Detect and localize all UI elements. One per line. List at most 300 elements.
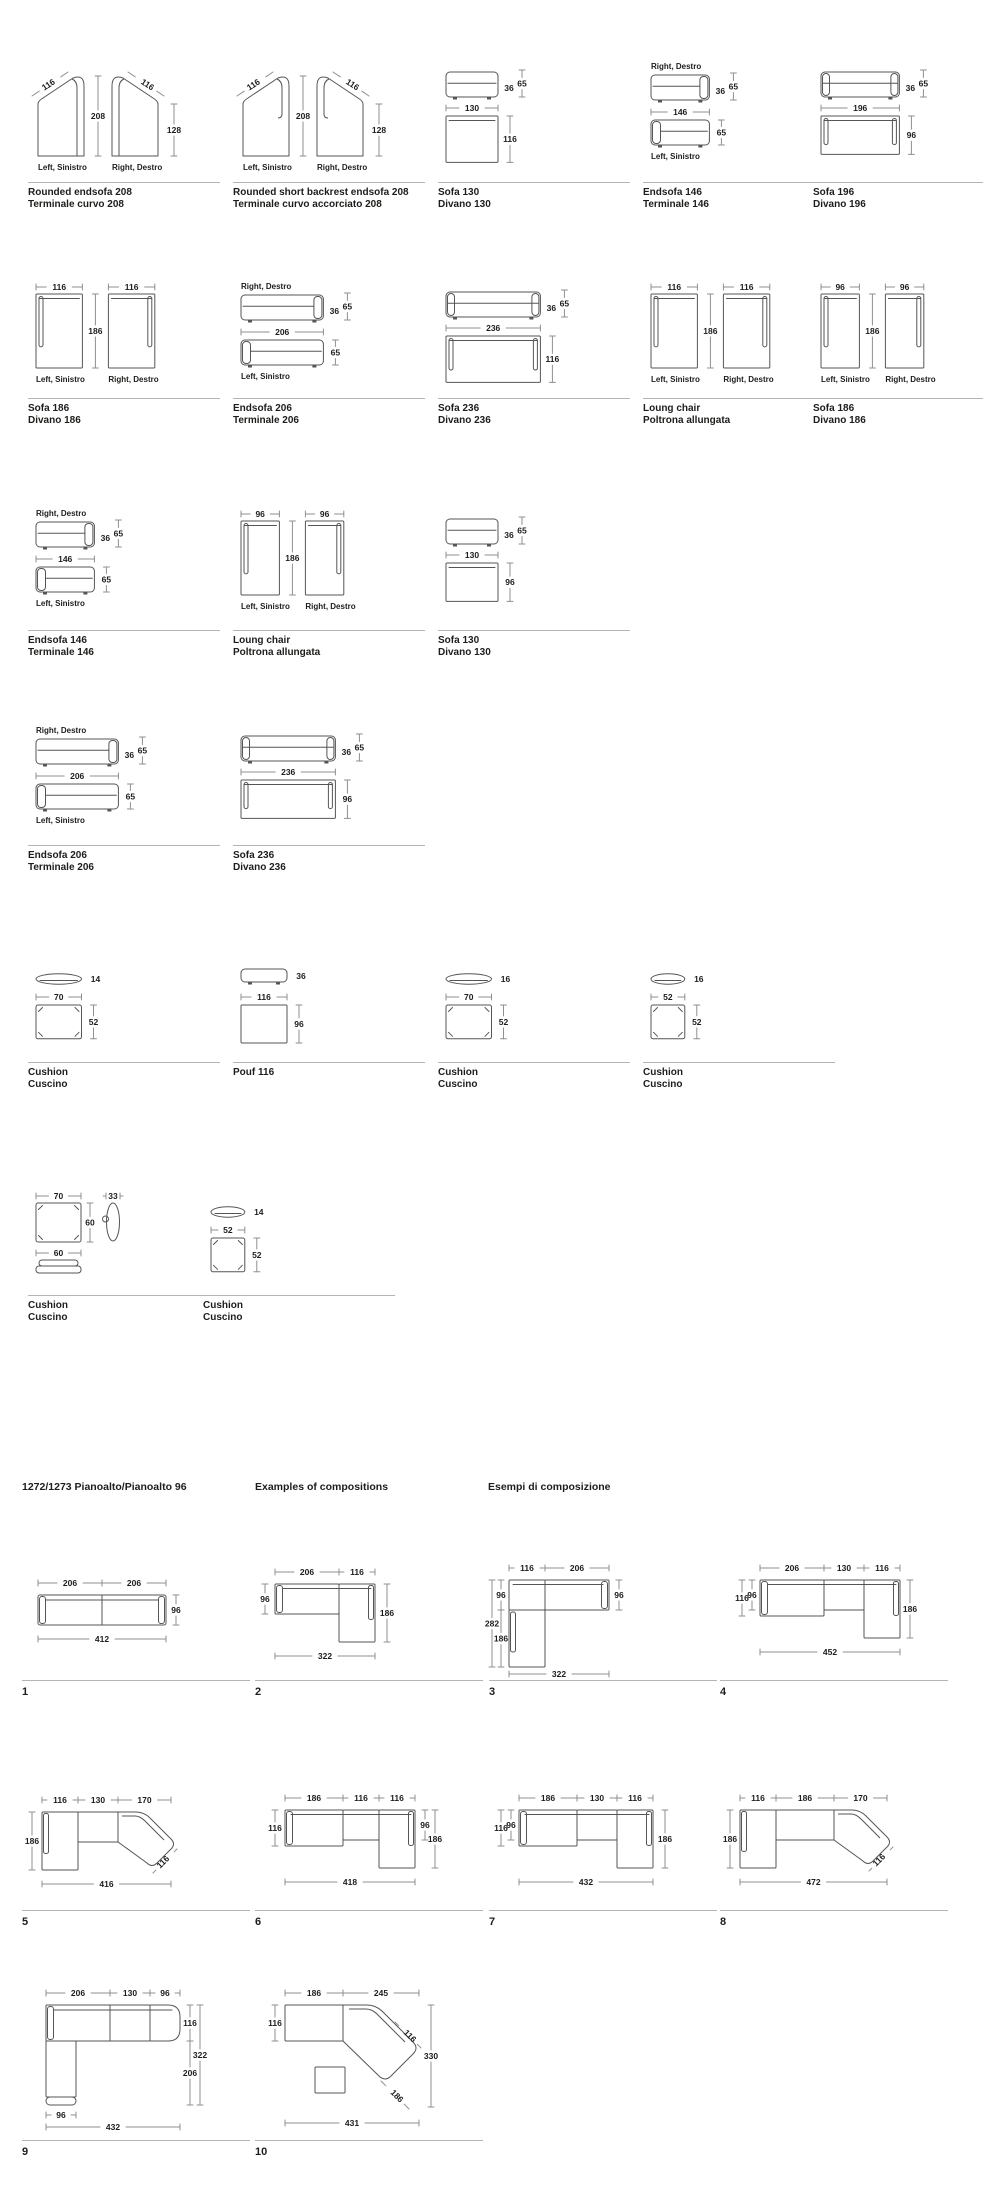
item-separator <box>233 1062 425 1063</box>
view-side-label: Left, Sinistro <box>36 375 85 384</box>
module-name <box>28 635 94 658</box>
module-name-en: Sofa 186 <box>28 403 70 414</box>
module-item <box>233 955 425 1100</box>
dimension-label: 116 <box>244 76 262 93</box>
module-name-it: Poltrona allungata <box>233 646 321 658</box>
dimension-label: 116 <box>354 1793 368 1803</box>
dimension-label: 65 <box>113 528 124 539</box>
module-item <box>438 505 630 668</box>
diagram-endsofa <box>233 278 425 398</box>
module-name-en: Endsofa 206 <box>233 403 292 414</box>
dimension-label: 36 <box>905 83 916 93</box>
dimension-label: 116 <box>503 134 517 145</box>
module-name-en: Cushion <box>28 1300 68 1311</box>
dimension-label: 206 <box>784 1563 800 1573</box>
module-name <box>233 187 409 210</box>
view-side-label: Left, Sinistro <box>36 816 85 825</box>
view-side-label: Left, Sinistro <box>243 163 292 172</box>
module-item <box>813 58 983 220</box>
module-name-en: Sofa 196 <box>813 187 855 198</box>
module-name-it: Cuscino <box>28 1078 68 1090</box>
module-name-it: Terminale 206 <box>28 861 94 873</box>
dimension-label: 186 <box>865 326 880 336</box>
diagram-pouf <box>233 955 425 1062</box>
view-side-label: Right, Destro <box>36 726 87 735</box>
dimension-label: 96 <box>747 1590 757 1600</box>
dimension-label: 208 <box>90 111 106 121</box>
module-name <box>203 1300 243 1323</box>
dimension-label: 186 <box>427 1834 443 1844</box>
dimension-label: 116 <box>183 2018 197 2028</box>
view-side-label: Right, Destro <box>317 163 368 172</box>
module-name <box>813 187 866 210</box>
diagram-sofa_elev_plan <box>233 722 425 845</box>
module-name <box>813 403 866 426</box>
module-item <box>28 58 220 220</box>
dimension-label: 170 <box>853 1793 868 1803</box>
module-name <box>28 403 81 426</box>
dimension-label: 65 <box>716 127 727 138</box>
module-name-it: Divano 236 <box>438 414 491 426</box>
module-item <box>233 722 425 883</box>
composition-item <box>720 1778 950 1936</box>
module-name-en: Loung chair <box>233 635 291 646</box>
module-item <box>28 1188 220 1333</box>
composition-item <box>489 1778 719 1936</box>
dimension-label: 128 <box>166 125 182 135</box>
dimension-label: 186 <box>306 1988 322 1998</box>
dimension-label: 186 <box>722 1834 738 1844</box>
dimension-label: 186 <box>902 1604 918 1614</box>
dimension-label: 116 <box>257 992 271 1002</box>
item-separator <box>28 1295 220 1296</box>
module-item <box>643 955 835 1100</box>
dimension-label: 206 <box>70 1988 86 1998</box>
dimension-label: 116 <box>139 76 157 93</box>
dimension-label: 70 <box>464 992 474 1002</box>
dimension-label: 52 <box>88 1016 99 1027</box>
dimension-label: 116 <box>870 1851 888 1869</box>
item-separator <box>203 1295 395 1296</box>
section-subtitle-en: Examples of compositions <box>255 1481 389 1493</box>
module-item <box>233 505 425 668</box>
dimension-label: 128 <box>371 125 387 135</box>
module-item <box>28 505 220 668</box>
dimension-label: 14 <box>254 1207 264 1217</box>
composition-diagram <box>255 1778 485 1910</box>
module-name-it: Terminale 146 <box>28 646 94 658</box>
dimension-label: 206 <box>569 1563 585 1573</box>
dimension-label: 186 <box>540 1793 556 1803</box>
item-separator <box>720 1680 948 1681</box>
module-name-it: Terminale 206 <box>233 414 299 426</box>
module-name-it: Cuscino <box>203 1311 243 1323</box>
dimension-label: 96 <box>496 1590 506 1600</box>
diagram-cushion <box>643 955 835 1062</box>
dimension-label: 206 <box>70 771 85 781</box>
dimension-label: 36 <box>341 747 352 757</box>
diagram-cushion <box>438 955 630 1062</box>
module-name <box>28 1067 68 1090</box>
module-name <box>28 1300 68 1323</box>
composition-item <box>255 1778 485 1936</box>
module-name-it: Poltrona allungata <box>643 414 731 426</box>
dimension-label: 116 <box>390 1793 404 1803</box>
item-separator <box>28 630 220 631</box>
dimension-label: 36 <box>504 530 514 540</box>
dimension-label: 70 <box>53 1191 64 1201</box>
module-name-it: Terminale 146 <box>643 198 709 210</box>
module-item <box>203 1188 395 1333</box>
view-side-label: Right, Destro <box>108 375 159 384</box>
item-separator <box>255 1910 483 1911</box>
dimension-label: 186 <box>306 1793 322 1803</box>
dimension-label: 36 <box>296 971 306 981</box>
dimension-label: 65 <box>517 525 527 536</box>
dimension-label: 65 <box>101 574 112 585</box>
dimension-label: 322 <box>317 1651 333 1661</box>
composition-diagram <box>255 1540 485 1680</box>
dimension-label: 130 <box>836 1563 852 1573</box>
item-separator <box>28 182 220 183</box>
module-item <box>438 58 630 220</box>
dimension-label: 116 <box>268 2018 282 2028</box>
item-separator <box>643 398 835 399</box>
item-separator <box>255 2140 483 2141</box>
item-separator <box>22 1910 250 1911</box>
dimension-label: 418 <box>342 1877 358 1887</box>
item-separator <box>233 398 425 399</box>
dimension-label: 96 <box>342 794 353 805</box>
dimension-label: 472 <box>806 1877 821 1887</box>
dimension-label: 116 <box>53 1795 67 1805</box>
module-item <box>643 278 835 436</box>
composition-item <box>484 1540 719 1706</box>
dimension-label: 416 <box>99 1879 114 1889</box>
module-name <box>233 403 299 426</box>
dimension-label: 236 <box>281 767 296 777</box>
module-name-en: Cushion <box>28 1067 68 1078</box>
dimension-label: 116 <box>154 1853 172 1871</box>
dimension-label: 116 <box>628 1793 642 1803</box>
dimension-label: 186 <box>703 326 718 336</box>
diagram-sofa_elev_plan <box>438 278 630 398</box>
module-name <box>233 635 320 658</box>
module-name <box>438 1067 478 1090</box>
diagram-plan_pair <box>643 278 835 398</box>
module-item <box>813 278 983 436</box>
diagram-rounded_pair <box>233 58 425 182</box>
dimension-label: 116 <box>344 76 362 93</box>
dimension-label: 186 <box>388 2087 406 2105</box>
dimension-label: 65 <box>728 81 739 92</box>
dimension-label: 36 <box>504 83 514 93</box>
module-item <box>28 278 220 436</box>
view-side-label: Right, Destro <box>723 375 774 384</box>
dimension-label: 96 <box>56 2110 66 2120</box>
composition-number: 8 <box>720 1916 727 1928</box>
dimension-label: 116 <box>268 1823 282 1833</box>
dimension-label: 16 <box>694 974 704 984</box>
dimension-label: 52 <box>498 1016 509 1027</box>
composition-item <box>22 1975 252 2166</box>
module-name-it: Divano 130 <box>438 646 491 658</box>
module-name <box>233 1067 274 1079</box>
module-name-en: Cushion <box>643 1067 683 1078</box>
dimension-label: 431 <box>344 2118 360 2128</box>
dimension-label: 116 <box>494 1823 508 1833</box>
dimension-label: 206 <box>275 327 290 337</box>
module-name <box>438 187 491 210</box>
diagram-rounded_pair <box>28 58 220 182</box>
dimension-label: 452 <box>822 1647 838 1657</box>
dimension-label: 36 <box>100 533 111 543</box>
composition-number: 1 <box>22 1686 29 1698</box>
composition-item <box>22 1540 252 1706</box>
view-side-label: Left, Sinistro <box>38 163 87 172</box>
dimension-label: 60 <box>85 1217 95 1228</box>
view-side-label: Left, Sinistro <box>821 375 870 384</box>
module-item <box>643 58 835 220</box>
dimension-label: 116 <box>39 76 57 93</box>
item-separator <box>438 1062 630 1063</box>
dimension-label: 96 <box>505 577 515 588</box>
composition-item <box>22 1778 252 1936</box>
item-separator <box>22 1680 250 1681</box>
module-name-en: Endsofa 146 <box>643 187 702 198</box>
composition-diagram <box>720 1778 950 1910</box>
dimension-label: 52 <box>223 1225 233 1235</box>
dimension-label: 206 <box>62 1578 78 1588</box>
item-separator <box>813 398 983 399</box>
module-name-en: Rounded short backrest endsofa 208 <box>233 187 409 198</box>
dimension-label: 70 <box>54 992 64 1002</box>
dimension-label: 206 <box>182 2068 198 2078</box>
module-item <box>233 278 425 436</box>
dimension-label: 186 <box>657 1834 673 1844</box>
dimension-label: 96 <box>171 1605 181 1615</box>
composition-number: 3 <box>489 1686 496 1698</box>
dimension-label: 96 <box>255 509 265 519</box>
dimension-label: 116 <box>124 282 139 292</box>
module-name-en: Rounded endsofa 208 <box>28 187 132 198</box>
dimension-label: 16 <box>500 974 511 984</box>
item-separator <box>233 630 425 631</box>
dimension-label: 65 <box>137 745 148 756</box>
module-name-it: Divano 186 <box>813 414 866 426</box>
module-name <box>438 635 491 658</box>
composition-number: 7 <box>489 1916 496 1928</box>
module-item <box>233 58 425 220</box>
dimension-label: 322 <box>551 1669 567 1679</box>
dimension-label: 116 <box>875 1563 889 1573</box>
item-separator <box>438 398 630 399</box>
dimension-label: 96 <box>260 1594 270 1604</box>
module-name-en: Sofa 236 <box>233 850 275 861</box>
diagram-cushion <box>203 1188 395 1295</box>
dimension-label: 116 <box>739 282 754 292</box>
diagram-plan_pair <box>233 505 425 630</box>
composition-number: 10 <box>255 2146 268 2158</box>
dimension-label: 116 <box>735 1593 749 1603</box>
view-side-label: Left, Sinistro <box>36 599 85 608</box>
module-name <box>643 403 730 426</box>
module-name-it: Divano 186 <box>28 414 81 426</box>
dimension-label: 60 <box>53 1248 64 1258</box>
module-name <box>28 187 132 210</box>
composition-diagram <box>22 1778 252 1910</box>
dimension-label: 245 <box>373 1988 389 1998</box>
dimension-label: 96 <box>294 1019 304 1029</box>
dimension-label: 116 <box>52 282 67 292</box>
view-side-label: Right, Destro <box>36 509 87 518</box>
composition-diagram <box>22 1540 252 1680</box>
module-name-en: Cushion <box>438 1067 478 1078</box>
item-separator <box>489 1680 717 1681</box>
section-header <box>0 1481 987 1497</box>
module-name-it: Cuscino <box>643 1078 683 1090</box>
composition-item <box>255 1540 485 1706</box>
dimension-label: 116 <box>520 1563 534 1573</box>
module-name-it: Terminale curvo accorciato 208 <box>233 198 382 210</box>
module-name-en: Endsofa 206 <box>28 850 87 861</box>
dimension-label: 65 <box>330 347 341 358</box>
dimension-label: 432 <box>105 2122 121 2132</box>
dimension-label: 208 <box>295 111 311 121</box>
composition-number: 9 <box>22 2146 29 2158</box>
diagram-cushion_3view <box>28 1188 220 1295</box>
item-separator <box>489 1910 717 1911</box>
dimension-label: 206 <box>126 1578 142 1588</box>
dimension-label: 130 <box>122 1988 138 1998</box>
item-separator <box>233 182 425 183</box>
item-separator <box>643 182 835 183</box>
dimension-label: 52 <box>663 992 673 1002</box>
composition-diagram <box>720 1540 950 1680</box>
dimension-label: 96 <box>835 282 845 292</box>
diagram-plan_pair <box>813 278 983 398</box>
module-name <box>643 1067 683 1090</box>
composition-diagram <box>255 1975 485 2140</box>
diagram-cushion <box>28 955 220 1062</box>
module-name-it: Divano 130 <box>438 198 491 210</box>
composition-number: 5 <box>22 1916 29 1928</box>
dimension-label: 36 <box>546 303 557 313</box>
module-name-it: Terminale curvo 208 <box>28 198 124 210</box>
module-item <box>438 955 630 1100</box>
dimension-label: 14 <box>90 974 101 984</box>
view-side-label: Left, Sinistro <box>241 602 290 611</box>
item-separator <box>813 182 983 183</box>
dimension-label: 65 <box>125 791 136 802</box>
dimension-label: 96 <box>899 282 910 292</box>
item-separator <box>720 1910 948 1911</box>
item-separator <box>643 1062 835 1063</box>
dimension-label: 130 <box>90 1795 106 1805</box>
module-item <box>438 278 630 436</box>
diagram-sofa_elev_plan <box>438 505 630 630</box>
composition-number: 4 <box>720 1686 727 1698</box>
dimension-label: 186 <box>493 1633 509 1644</box>
module-name-en: Sofa 130 <box>438 635 480 646</box>
dimension-label: 116 <box>401 2027 419 2045</box>
dimension-label: 65 <box>517 78 527 89</box>
dimension-label: 36 <box>124 750 135 760</box>
item-separator <box>438 182 630 183</box>
module-name-it: Divano 236 <box>233 861 286 873</box>
module-name-en: Loung chair <box>643 403 701 414</box>
dimension-label: 146 <box>673 107 688 117</box>
view-side-label: Right, Destro <box>241 282 292 291</box>
item-separator <box>28 1062 220 1063</box>
dimension-label: 322 <box>192 2050 208 2060</box>
dimension-label: 282 <box>484 1618 500 1629</box>
module-name-it: Cuscino <box>28 1311 68 1323</box>
module-name <box>233 850 286 873</box>
diagram-endsofa <box>28 722 220 845</box>
module-name <box>643 187 709 210</box>
dimension-label: 33 <box>108 1191 118 1201</box>
diagram-plan_pair <box>28 278 220 398</box>
section-subtitle-it: Esempi di composizione <box>488 1481 611 1493</box>
dimension-label: 96 <box>614 1590 624 1600</box>
dimension-label: 330 <box>423 2051 439 2061</box>
composition-item <box>255 1975 485 2166</box>
dimension-label: 116 <box>350 1567 364 1577</box>
dimension-label: 96 <box>319 509 330 519</box>
dimension-label: 116 <box>751 1793 765 1803</box>
dimension-label: 146 <box>58 554 73 564</box>
module-name-en: Sofa 236 <box>438 403 480 414</box>
dimension-label: 206 <box>299 1567 315 1577</box>
diagram-sofa_elev_plan <box>813 58 983 182</box>
view-side-label: Right, Destro <box>651 62 702 71</box>
module-name-en: Sofa 130 <box>438 187 480 198</box>
view-side-label: Right, Destro <box>305 602 356 611</box>
dimension-label: 52 <box>692 1016 702 1027</box>
dimension-label: 96 <box>420 1820 430 1830</box>
module-name-en: Pouf 116 <box>233 1067 275 1078</box>
item-separator <box>438 630 630 631</box>
dimension-label: 116 <box>545 354 560 365</box>
composition-diagram <box>489 1778 719 1910</box>
dimension-label: 65 <box>559 298 570 309</box>
module-name <box>438 403 491 426</box>
dimension-label: 186 <box>88 326 103 336</box>
dimension-label: 186 <box>24 1836 40 1846</box>
dimension-label: 432 <box>578 1877 594 1887</box>
view-side-label: Right, Destro <box>885 375 936 384</box>
module-name <box>28 850 94 873</box>
composition-diagram <box>22 1975 252 2140</box>
dimension-label: 52 <box>252 1249 262 1260</box>
module-item <box>28 955 220 1100</box>
composition-number: 2 <box>255 1686 262 1698</box>
view-side-label: Left, Sinistro <box>651 152 700 161</box>
dimension-label: 130 <box>464 103 480 113</box>
dimension-label: 36 <box>329 306 340 316</box>
view-side-label: Right, Destro <box>112 163 163 172</box>
module-name-it: Divano 196 <box>813 198 866 210</box>
dimension-label: 130 <box>589 1793 605 1803</box>
item-separator <box>28 398 220 399</box>
module-name-en: Endsofa 146 <box>28 635 87 646</box>
dimension-label: 116 <box>667 282 682 292</box>
module-name-it: Cuscino <box>438 1078 478 1090</box>
item-separator <box>233 845 425 846</box>
item-separator <box>255 1680 483 1681</box>
dimension-label: 96 <box>906 130 917 141</box>
